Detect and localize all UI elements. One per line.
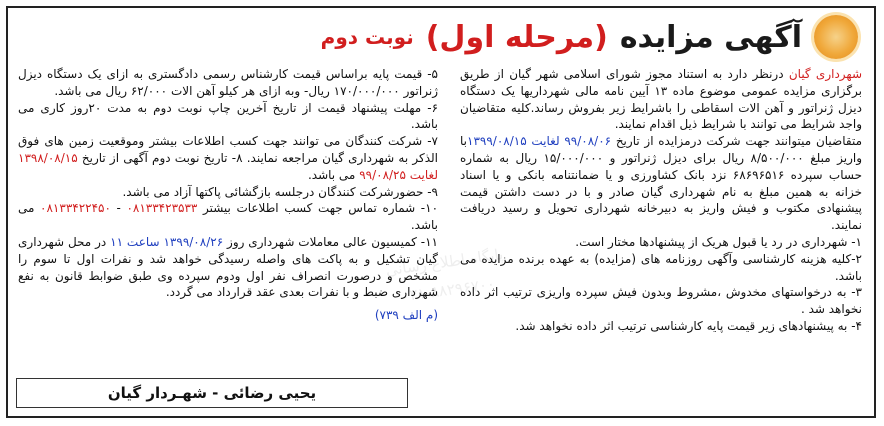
item8-suffix: می باشد.	[307, 167, 360, 182]
condition-item-5: ۵- قیمت پایه براساس قیمت کارشناس رسمی دادگستری به ازای یک دستگاه دیزل ژنراتور ۱۷۰/۰۰۰/۰۰۰ ریال- وبه ازای هر کیلو آهن الات ۶۲/۰۰۰ ریال می باشد.	[18, 67, 438, 98]
title-black: آگهی مزایده	[619, 19, 802, 55]
deadline-dates: ۹۹/۰۸/۰۶ لغایت ۱۳۹۹/۰۸/۱۵	[467, 134, 612, 149]
title-stage: (مرحله اول)	[425, 19, 608, 55]
signature-box	[16, 378, 408, 408]
condition-item-10: ۱۰- شماره تماس جهت کسب اطلاعات بیشتر ۰۸۱۳۳۴۲۳۵۳۳ - ۰۸۱۳۳۴۲۲۴۵۰ می باشد.	[18, 201, 439, 233]
item11-prefix: ۱۱- کمیسیون عالی معاملات شهرداری روز	[223, 234, 438, 249]
commission-date: ۱۳۹۹/۰۸/۲۶ ساعت ۱۱	[110, 234, 224, 249]
item10-prefix: ۱۰- شماره تماس جهت کسب اطلاعات بیشتر	[197, 201, 439, 216]
intro-text: درنظر دارد به استناد مجوز شورای اسلامی شهر گیان از طریق برگزاری مزایده عمومی موضوع ماده ۱۳ آیین نامه مالی شهرداریها یک دستگاه دیزل ژنراتور و آهن الات اسقاطی را باشرایط زیر بفروش رساند.کلیه متقاضیان واجد شرایط می توانند با شرایط ذیل اقدام نمایند.	[460, 67, 862, 132]
deadline-paragraph	[460, 133, 862, 234]
sun-logo-icon	[814, 15, 858, 59]
watermark-line-1: پایگاه اطلاع رسانی	[384, 245, 505, 280]
watermark-line-2: ۰۲۱-۸۸۲۹۶۷۰۰	[400, 274, 497, 306]
condition-item-11	[18, 234, 438, 301]
advertisement-frame	[6, 6, 876, 418]
phone-number-2: ۰۸۱۳۳۴۲۲۴۵۰	[40, 201, 111, 216]
condition-item-2: ۲-کلیه هزینه کارشناسی وآگهی روزنامه های (مزایده) به عهده برنده مزایده می باشد.	[460, 251, 862, 283]
condition-item-4: ۴- به پیشنهادهای زیر قیمت پایه کارشناسی ترتیب اثر داده نخواهد شد.	[515, 318, 862, 333]
intro-entity: شهرداری گیان	[788, 67, 862, 81]
item10-suffix: می باشد.	[18, 201, 438, 233]
right-column	[460, 66, 862, 335]
item7-text: ۷- شرکت کنندگان می توانند جهت کسب اطلاعات بیشتر وموقعیت زمین های فوق الذکر به شهرداری گیان مراجعه نمایند. ۸- تاریخ نوبت دوم آگهی از تاریخ	[18, 134, 438, 165]
signature-text: یحیی رضائی - شهـردار گیان	[107, 384, 317, 402]
item8-dates: ۱۳۹۸/۰۸/۱۵ لغایت ۹۹/۰۸/۲۵	[18, 150, 438, 182]
header	[321, 14, 858, 60]
reference-code: (م الف ۷۳۹)	[374, 308, 438, 323]
deadline-text: با واریز مبلغ ۸/۵۰۰/۰۰۰ ریال برای دیزل ژنراتور و ۱۵/۰۰۰/۰۰۰ ریال به شماره حساب سپرده ۶۸۶۹۶۵۱۶ نزد بانک کشاورزی و یا ضمانتنامه بانکی و یا اسناد خزانه به همین مبلغ به نام شهرداری گیان صادر و با در دست داشتن قیمت پیشنهادی مکتوب و فیش واریز به دبیرخانه شهرداری تحویل و رسید دریافت نمایند.	[460, 134, 862, 233]
condition-item-1: ۱- شهرداری در رد یا قبول هریک از پیشنهادها مختار است.	[575, 234, 862, 249]
condition-item-3: ۳- به درخواستهای مخدوش ،مشروط وبدون فیش سپرده واریزی ترتیب اثر داده نخواهد شد .	[460, 285, 862, 317]
title-round: نوبت دوم	[320, 25, 414, 49]
condition-item-7-8	[18, 133, 438, 183]
condition-item-6: ۶- مهلت پیشنهاد قیمت از تاریخ آخرین چاپ نوبت دوم به مدت ۲۰روز کاری می باشد.	[18, 100, 439, 132]
deadline-prefix: متقاضیان میتوانند جهت شرکت درمزایده از تاریخ	[611, 134, 863, 149]
left-column	[18, 66, 438, 324]
condition-item-9: ۹- حضورشرکت کنندگان درجلسه بازگشائی پاکتها آزاد می باشد.	[122, 184, 438, 199]
phone-number-1: ۰۸۱۳۳۴۲۳۵۳۳	[126, 201, 198, 216]
item11-text: در محل شهرداری گیان تشکیل و به پاکت های واصله رسیدگی خواهد شد و نفرات اول تا سوم را مشخص و درصورت انصراف نفر اول ودوم سپرده وی طبق ضوابط قانون به نفع شهرداری ضبط و با نفرات بعدی عقد قرارداد می گردد.	[18, 234, 438, 300]
intro-paragraph	[460, 66, 862, 133]
